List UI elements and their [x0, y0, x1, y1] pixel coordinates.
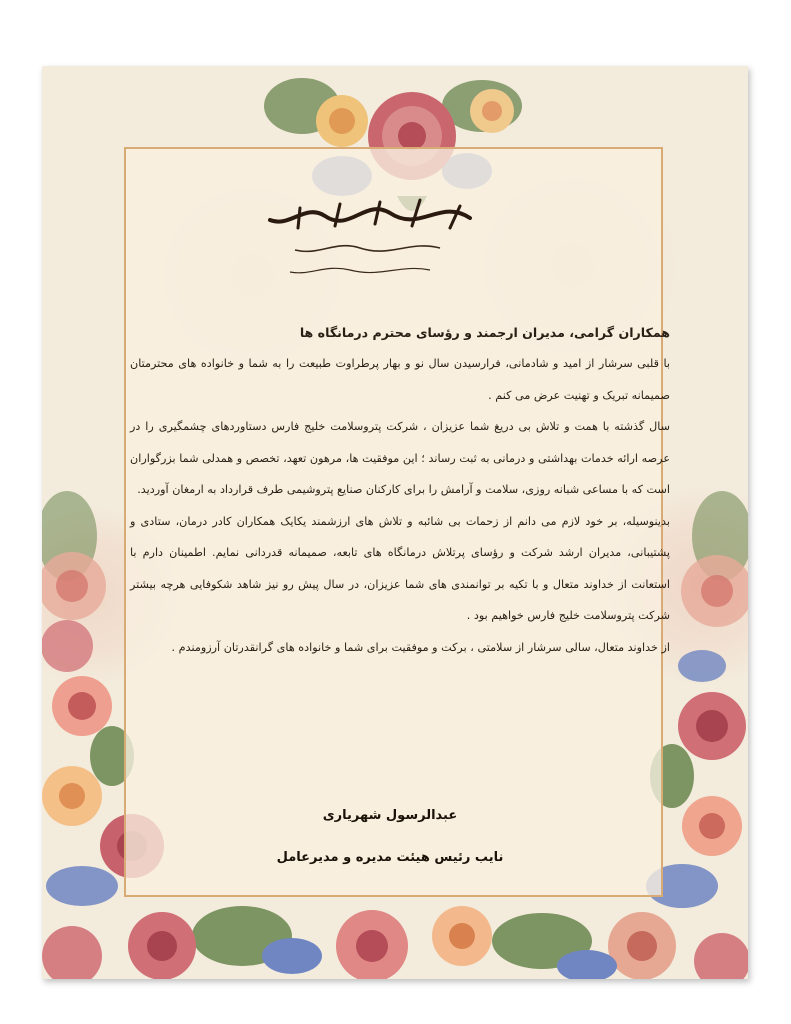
letter-paragraph: با قلبی سرشار از امید و شادمانی، فرارسیدن سال نو و بهار پرطراوت طبیعت را به شما و خانواده های محترمتان صمیمانه تبریک و تهنیت عرض می کنم . — [130, 357, 670, 402]
calligraphy-poem-art — [240, 178, 480, 298]
signature-title: نایب رئیس هیئت مدیره و مدیرعامل — [276, 850, 504, 865]
letter-paragraph: سال گذشته با همت و تلاش بی دریغ شما عزیزان ، شرکت پتروسلامت خلیج فارس دستاوردهای چشمگیری را در عرصه ارائه خدمات بهداشتی و درمانی به ثبت رساند ؛ این موفقیت ها، مرهون تعهد، تخصص و همدلی شما بزرگواران است که با مساعی شبانه روزی، سلامت و آرامش را برای کارکنان صنایع پتروشیمی طرف قرارداد به ارمغان آوردید. — [130, 420, 670, 496]
letter-heading: همکاران گرامی، مدیران ارجمند و رؤسای محترم درمانگاه ها — [299, 325, 670, 340]
signature-name: عبدالرسول شهریاری — [322, 808, 458, 823]
letter-paragraph: بدینوسیله، بر خود لازم می دانم از زحمات بی شائبه و تلاش های ارزشمند یکایک همکاران کادر درمان، ستادی و پشتیبانی، مدیران ارشد شرکت و رؤسای پرتلاش درمانگاه های تابعه، صمیمانه قدردانی نمایم. اطمینان دارم با استعانت از خداوند متعال و با تکیه بر توانمندی های شما عزیزان، در سال پیش رو نیز شاهد شکوفایی هرچه بیشتر شرکت پتروسلامت خلیج فارس خواهیم بود . — [130, 514, 670, 622]
letter-paragraph: از خداوند متعال، سالی سرشار از سلامتی ، برکت و موفقیت برای شما و خانواده های گرانقدرتان آرزومندم . — [171, 640, 670, 654]
letter-body — [130, 318, 670, 663]
